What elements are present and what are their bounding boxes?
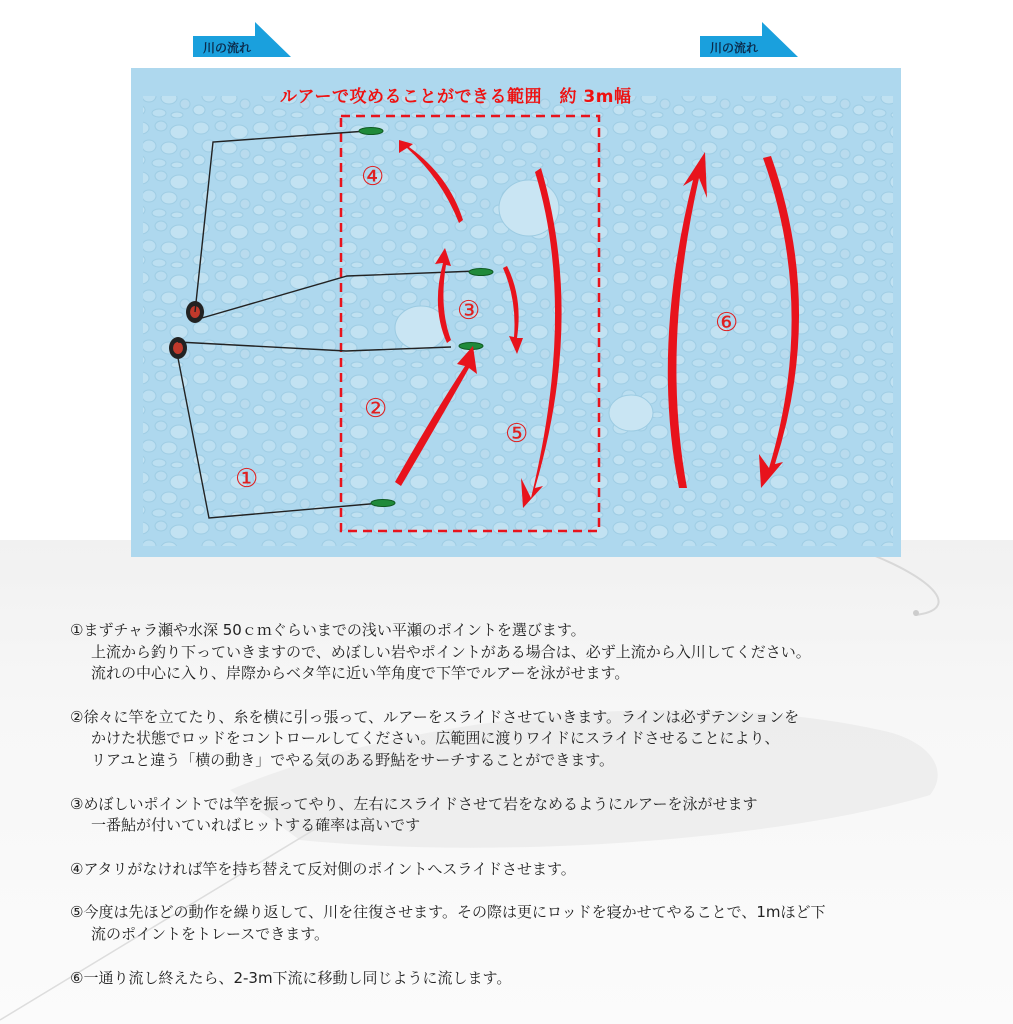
lure [359, 128, 383, 135]
step-line: 流れの中心に入り、岸際からベタ竿に近い竿角度で下竿でルアーを泳がせます。 [91, 664, 630, 683]
step-label-6: ⑥ [715, 308, 739, 338]
step-label-3: ③ [457, 296, 481, 326]
step-line: ⑥一通り流し終えたら、2-3m下流に移動し同じように流します。 [70, 968, 512, 987]
angler-lower [169, 337, 187, 359]
flow-direction-tag-right [700, 22, 800, 58]
step-label-1: ① [235, 464, 259, 494]
step-label-5: ⑤ [505, 419, 529, 449]
lure [371, 500, 395, 507]
lure-range-title: ルアーで攻めることができる範囲 約 3m幅 [280, 87, 632, 107]
instruction-step-6 [70, 968, 990, 990]
step-line: 一番鮎が付いていればヒットする確率は高いです [91, 816, 421, 835]
step-label-4: ④ [361, 162, 385, 192]
step-line: ①まずチャラ瀬や水深 50ｃｍぐらいまでの浅い平瀬のポイントを選びます。 [70, 621, 586, 639]
rock [609, 395, 653, 431]
instruction-step-4 [70, 859, 990, 881]
step-line: ⑤今度は先ほどの動作を繰り返して、川を往復させます。その際は更にロッドを寝かせてやることで、1mほど下 [70, 903, 826, 922]
flow-direction-label: 川の流れ [203, 41, 252, 55]
river-scene [131, 68, 901, 557]
step-line: ②徐々に竿を立てたり、糸を横に引っ張って、ルアーをスライドさせていきます。ラインは必ずテンションを [70, 707, 800, 726]
step-line: ③めぼしいポイントでは竿を振ってやり、左右にスライドさせて岩をなめるようにルアーを泳がせます [70, 794, 758, 813]
instruction-step-2 [70, 707, 990, 772]
instruction-step-3 [70, 794, 990, 837]
step-line: かけた状態でロッドをコントロールしてください。広範囲に渡りワイドにスライドさせることにより、 [91, 729, 780, 748]
lure [469, 269, 493, 276]
instruction-step-1 [70, 620, 990, 685]
flow-direction-tag-left [193, 22, 293, 58]
step-line: リアユと違う「横の動き」でやる気のある野鮎をサーチすることができます。 [91, 750, 615, 769]
step-label-2: ② [364, 394, 388, 424]
step-line: 上流から釣り下っていきますので、めぼしい岩やポイントがある場合は、必ず上流から入川してください。 [91, 642, 811, 661]
flow-direction-label: 川の流れ [710, 41, 759, 55]
step-line: ④アタリがなければ竿を持ち替えて反対側のポイントへスライドさせます。 [70, 859, 576, 878]
step-line: 流のポイントをトレースできます。 [91, 924, 330, 943]
instruction-steps [70, 620, 990, 1011]
instruction-step-5 [70, 902, 990, 945]
